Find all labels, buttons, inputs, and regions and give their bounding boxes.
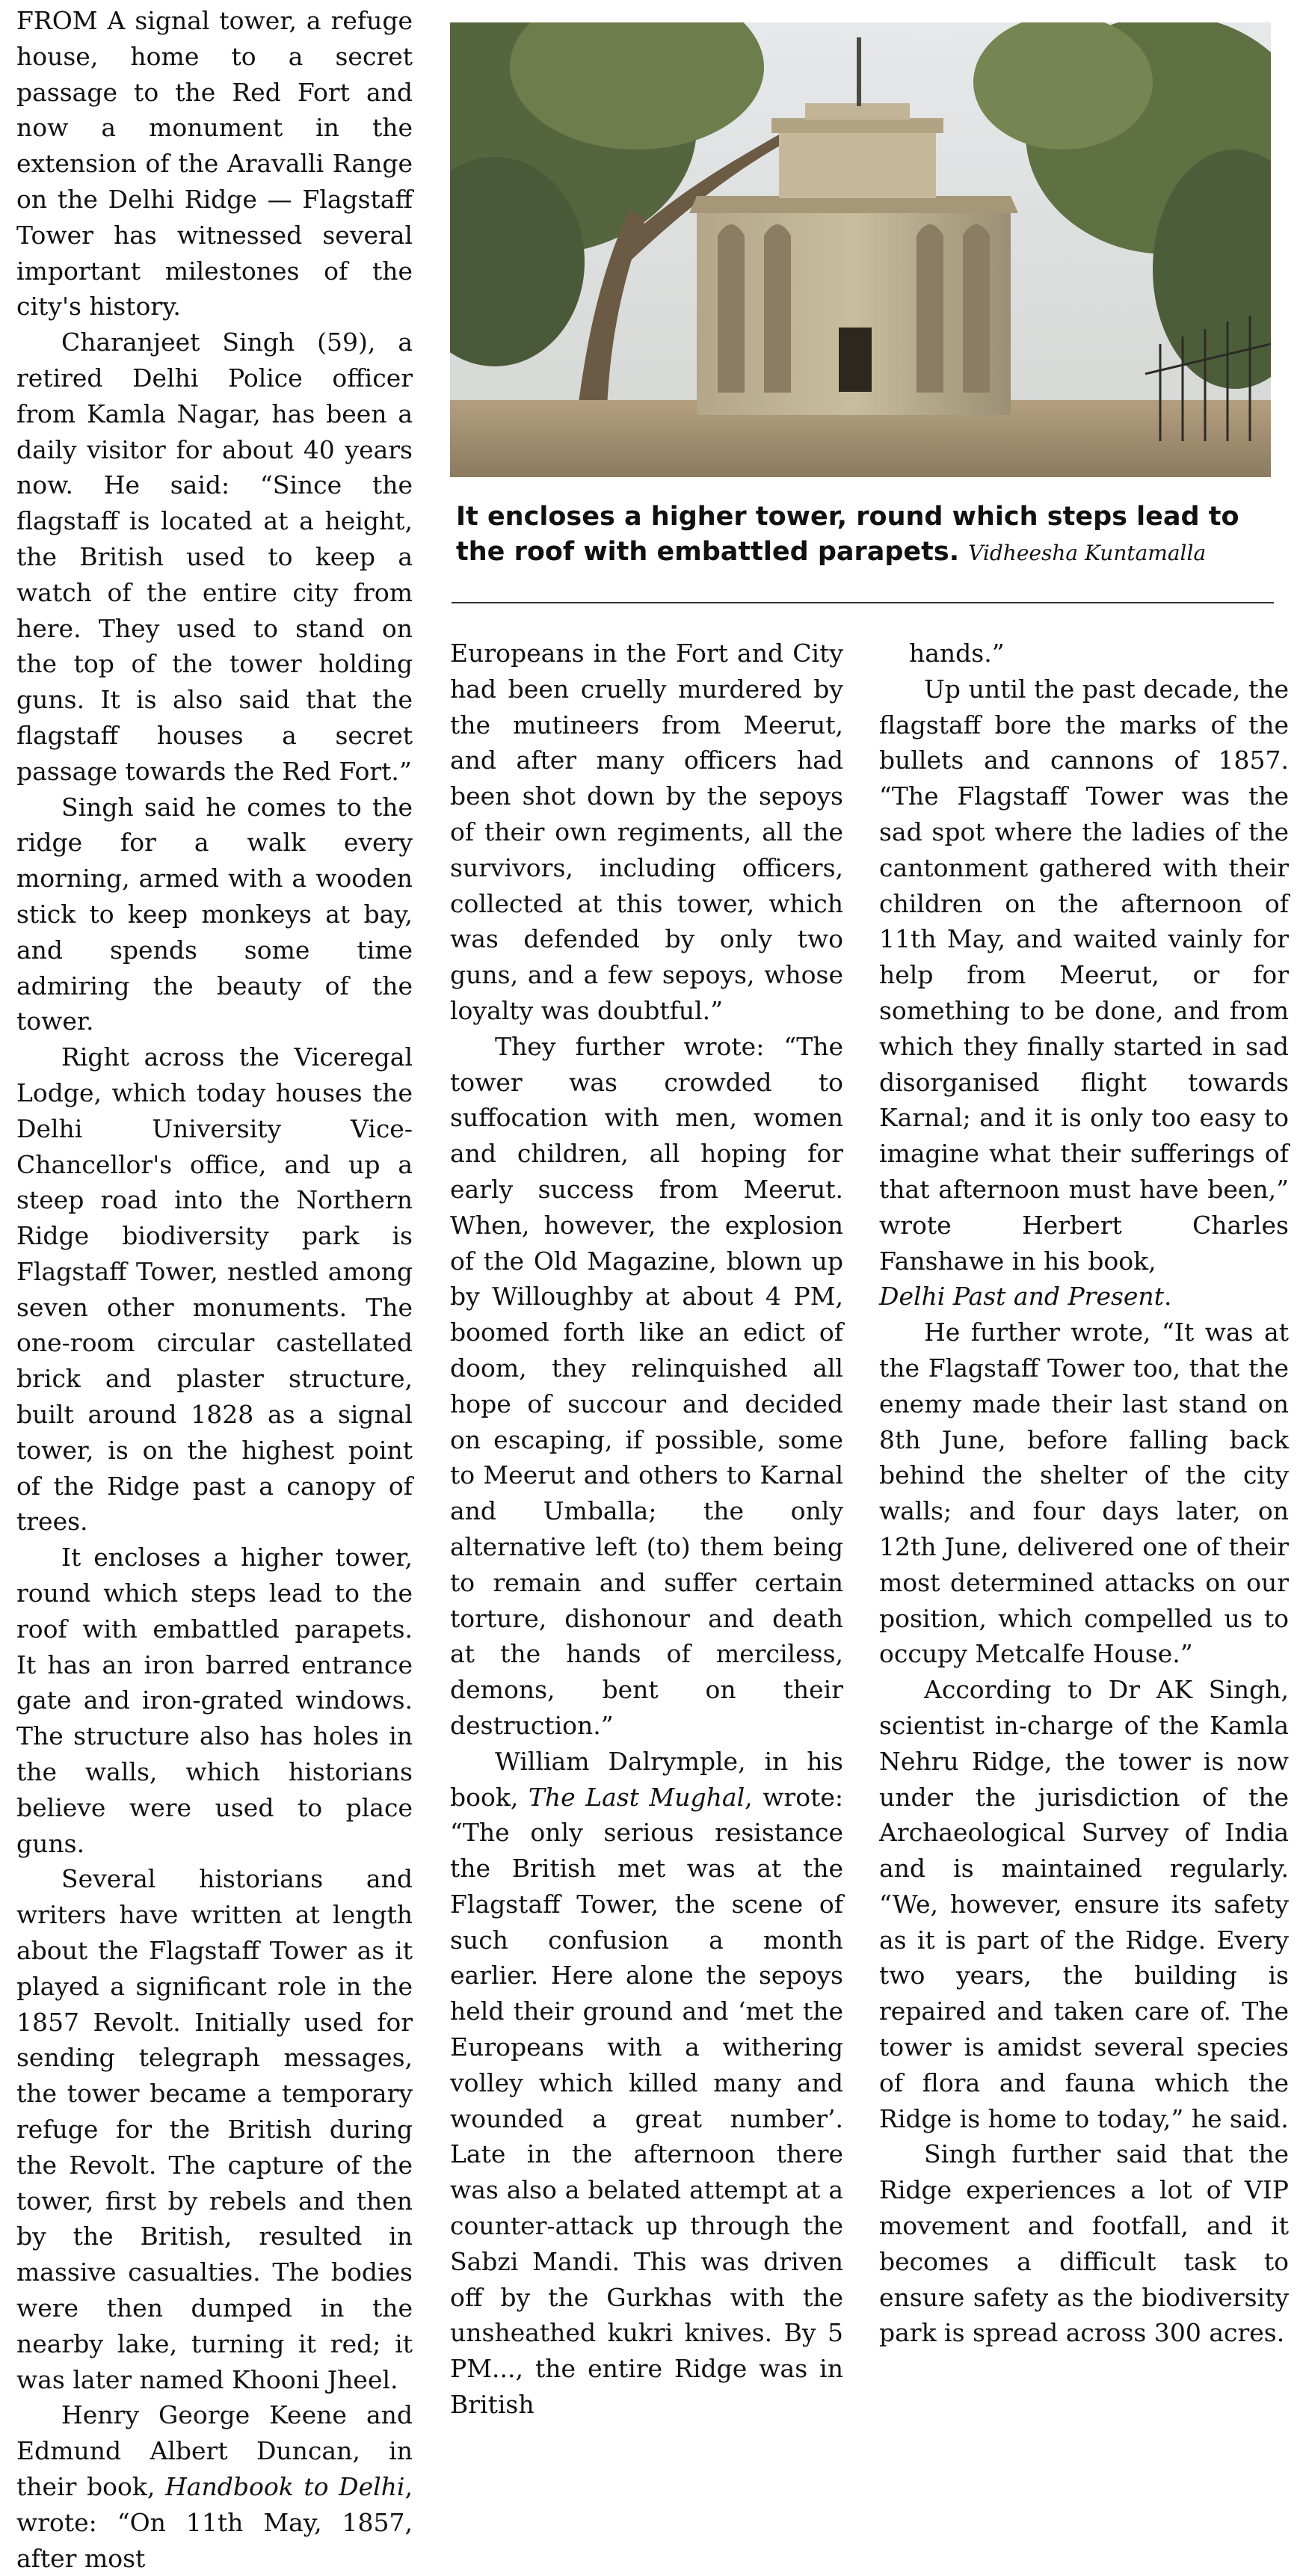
body-paragraph: According to Dr AK Singh, scientist in-charge of the Kamla Nehru Ridge, the tower is now under the jurisdiction of the Archaeological Survey of India and is maintained regularly. “We, however, ensure its safety as it is part of the Ridge. Every two years, the building is repaired and taken care of. The tower is amidst several species of flora and fauna which the Ridge is home to today,” he said. [879, 1675, 1289, 2133]
body-paragraph: It encloses a higher tower, round which steps lead to the roof with embattled parapets. It has an iron barred entrance gate and iron-grated windows. The structure also has holes in the walls, which historians believe were used to place guns. [16, 1543, 413, 1858]
body-paragraph: Singh further said that the Ridge experiences a lot of VIP movement and footfall, and it becomes a difficult task to ensure safety as the biodiversity park is spread across 300 acres. [879, 2139, 1289, 2348]
article-column-1 [16, 3, 413, 2576]
body-paragraph: Up until the past decade, the flagstaff bore the marks of the bullets and cannons of 1857. “The Flagstaff Tower was the sad spot where the ladies of the cantonment gathered with their children on the afternoon of 11th May, and waited vainly for help from Meerut, or for something to be done, and from which they finally started in sad disorganised flight towards Karnal; and it is only too easy to imagine what their sufferings of that afternoon must have been,” wrote Herbert Charles Fanshawe in his book, [879, 674, 1289, 1276]
book-title: Handbook to Delhi [165, 2471, 405, 2501]
flagstaff-tower-photo [450, 22, 1271, 477]
body-paragraph: hands.” [909, 639, 1005, 668]
article-column-3 [879, 636, 1289, 2351]
body-paragraph: Several historians and writers have written at length about the Flagstaff Tower as it played a significant role in the 1857 Revolt. Initially used for sending telegraph messages, the tower became a temporary refuge for the British during the Revolt. The capture of the tower, first by rebels and then by the British, resulted in massive casualties. The bodies were then dumped in the nearby lake, turning it red; it was later named Khooni Jheel. [16, 1864, 413, 2394]
body-paragraph: Charanjeet Singh (59), a retired Delhi Police officer from Kamla Nagar, has been a daily visitor for about 40 years now. He said: “Since the flagstaff is located at a height, the British used to keep a watch of the entire city from here. They used to stand on the top of the tower holding guns. It is also said that the flagstaff houses a secret passage towards the Red Fort.” [16, 328, 413, 786]
photo-caption [456, 499, 1275, 571]
text-run: William Dalrymple, in his book, [450, 1746, 843, 1812]
text-run: , wrote: “The only serious resistance the British met was at the Flagstaff Tower, the scene of such confusion a month earlier. Here alone the sepoys held their ground and ‘met the Europeans with a withering volley which killed many and wounded a great number’. Late in the afternoon there was also a belated attempt at a counter-attack up through the Sabzi Mandi. This was driven off by the Gurkhas with the unsheathed kukri knives. By 5 PM..., the entire Ridge was in British [450, 1782, 843, 2420]
text-run: , wrote: “On 11th May, 1857, after most [16, 2471, 413, 2573]
book-title: The Last Mughal [528, 1782, 745, 1812]
body-paragraph: Right across the Viceregal Lodge, which today houses the Delhi University Vice-Chancellor's office, and up a steep road into the Northern Ridge biodiversity park is Flagstaff Tower, nestled among seven other monuments. The one-room circular castellated brick and plaster structure, built around 1828 as a signal tower, is on the highest point of the Ridge past a canopy of trees. [16, 1042, 413, 1537]
photo-credit: Vidheesha Kuntamalla [968, 541, 1207, 565]
body-paragraph: Europeans in the Fort and City had been cruelly murdered by the mutineers from Meerut, and after many officers had been shot down by the sepoys of their own regiments, all the survivors, including officers, collected at this tower, which was defended by only two guns, and a few sepoys, whose loyalty was doubtful.” [450, 639, 843, 1025]
body-paragraph: He further wrote, “It was at the Flagstaff Tower too, that the enemy made their last stand on 8th June, before falling back behind the shelter of the city walls; and four days later, on 12th June, delivered one of their most determined attacks on our position, which compelled us to occupy Metcalfe House.” [879, 1318, 1289, 1669]
caption-text: It encloses a higher tower, round which steps lead to the roof with embattled parapets. [456, 502, 1239, 567]
body-paragraph: Singh said he comes to the ridge for a walk every morning, armed with a wooden stick to keep monkeys at bay, and spends some time admiring the beauty of the tower. [16, 792, 413, 1036]
article-column-2 [450, 636, 843, 2423]
book-title-line: Delhi Past and Present. [879, 1282, 1172, 1312]
photo-illustration [450, 22, 1271, 477]
book-title: Delhi Past and Present [879, 1282, 1164, 1312]
body-paragraph [450, 1744, 843, 2423]
body-paragraph: They further wrote: “The tower was crowded to suffocation with men, women and children, all hoping for early success from Meerut. When, however, the explosion of the Old Magazine, blown up by Willoughby at about 4 PM, boomed forth like an edict of doom, they relinquished all hope of succour and decided on escaping, if possible, some to Meerut and others to Karnal and Umballa; the only alternative left (to) them being to remain and suffer certain torture, dishonour and death at the hands of merciless, demons, bent on their destruction.” [450, 1031, 843, 1740]
body-paragraph [16, 2397, 413, 2576]
lead-paragraph: FROM A signal tower, a refuge house, home to a secret passage to the Red Fort and now a monument in the extension of the Aravalli Range on the Delhi Ridge — Flagstaff Tower has witnessed several important milestones of the city's history. [16, 6, 413, 322]
text-run: Henry George Keene and Edmund Albert Duncan, in their book, [16, 2400, 413, 2501]
caption-divider [452, 602, 1274, 603]
